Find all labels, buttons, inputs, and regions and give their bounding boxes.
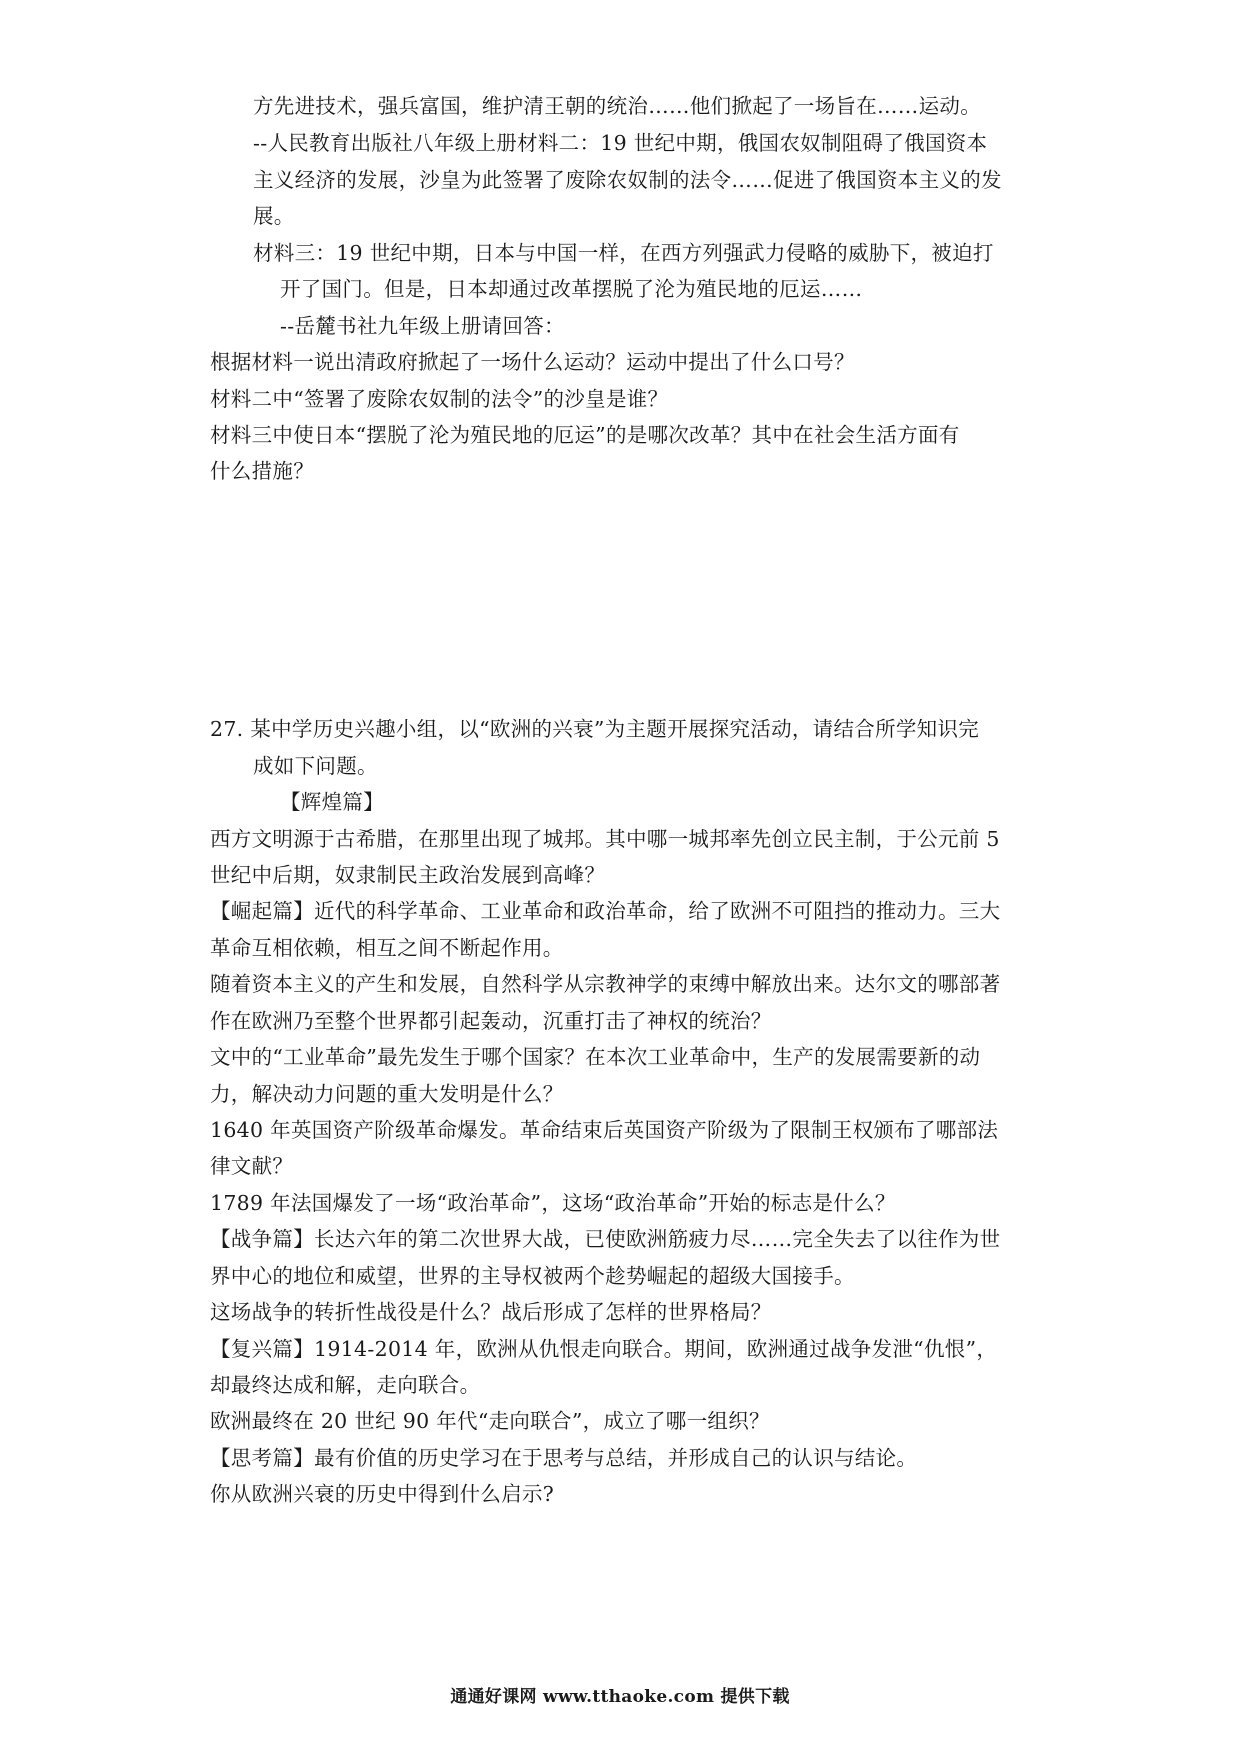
- material-two-text: 主义经济的发展，沙皇为此签署了废除农奴制的法令……促进了俄国资本主义的发: [253, 168, 1002, 192]
- source-citation: --岳麓书社九年级上册请回答：: [280, 314, 565, 338]
- paragraph: 西方文明源于古希腊，在那里出现了城邦。其中哪一城邦率先创立民主制，于公元前 5: [210, 827, 1000, 851]
- paragraph: 【战争篇】长达六年的第二次世界大战，已使欧洲筋疲力尽……完全失去了以往作为世: [210, 1227, 1001, 1251]
- question-27-stem: 27. 某中学历史兴趣小组，以“欧洲的兴衰”为主题开展探究活动，请结合所学知识完: [210, 717, 980, 741]
- paragraph: 【复兴篇】1914-2014 年，欧洲从仇恨走向联合。期间，欧洲通过战争发泄“仇恨”，: [210, 1337, 998, 1361]
- paragraph: 【崛起篇】近代的科学革命、工业革命和政治革命，给了欧洲不可阻挡的推动力。三大: [210, 899, 1001, 923]
- question-27-stem: 成如下问题。: [253, 754, 378, 778]
- paragraph: 革命互相依赖，相互之间不断起作用。: [210, 936, 564, 960]
- paragraph: 1789 年法国爆发了一场“政治革命”，这场“政治革命”开始的标志是什么？: [210, 1191, 896, 1215]
- paragraph: 却最终达成和解，走向联合。: [210, 1373, 481, 1397]
- paragraph: 作在欧洲乃至整个世界都引起轰动，沉重打击了神权的统治？: [210, 1009, 772, 1033]
- material-two-text: 展。: [253, 204, 295, 228]
- question-2: 材料二中“签署了废除农奴制的法令”的沙皇是谁？: [210, 387, 669, 411]
- paragraph: 这场战争的转折性战役是什么？战后形成了怎样的世界格局？: [210, 1300, 772, 1324]
- material-three-text: 材料三：19 世纪中期，日本与中国一样，在西方列强武力侵略的威胁下，被迫打: [253, 241, 994, 265]
- paragraph: 欧洲最终在 20 世纪 90 年代“走向联合”，成立了哪一组织？: [210, 1409, 770, 1433]
- material-one-text: 方先进技术，强兵富国，维护清王朝的统治……他们掀起了一场旨在……运动。: [253, 94, 981, 118]
- paragraph: 【思考篇】最有价值的历史学习在于思考与总结，并形成自己的认识与结论。: [210, 1446, 918, 1470]
- paragraph: 你从欧洲兴衰的历史中得到什么启示?: [210, 1482, 555, 1506]
- question-1: 根据材料一说出清政府掀起了一场什么运动？运动中提出了什么口号？: [210, 350, 855, 374]
- page-footer: 通通好课网 www.tthaoke.com 提供下载: [450, 1687, 790, 1707]
- section-heading: 【辉煌篇】: [280, 790, 384, 814]
- question-3: 什么措施？: [210, 459, 314, 483]
- paragraph: 随着资本主义的产生和发展，自然科学从宗教神学的束缚中解放出来。达尔文的哪部著: [210, 972, 1001, 996]
- paragraph: 世纪中后期，奴隶制民主政治发展到高峰？: [210, 863, 606, 887]
- paragraph: 文中的“工业革命”最先发生于哪个国家？在本次工业革命中，生产的发展需要新的动: [210, 1045, 981, 1069]
- question-3: 材料三中使日本“摆脱了沦为殖民地的厄运”的是哪次改革？其中在社会生活方面有: [210, 423, 960, 447]
- material-two-text: --人民教育出版社八年级上册材料二：19 世纪中期，俄国农奴制阻碍了俄国资本: [253, 131, 988, 155]
- paragraph: 界中心的地位和威望，世界的主导权被两个趁势崛起的超级大国接手。: [210, 1264, 855, 1288]
- paragraph: 1640 年英国资产阶级革命爆发。革命结束后英国资产阶级为了限制王权颁布了哪部法: [210, 1118, 999, 1142]
- paragraph: 力，解决动力问题的重大发明是什么？: [210, 1082, 564, 1106]
- paragraph: 律文献？: [210, 1154, 294, 1178]
- material-three-text: 开了国门。但是，日本却通过改革摆脱了沦为殖民地的厄运……: [280, 277, 863, 301]
